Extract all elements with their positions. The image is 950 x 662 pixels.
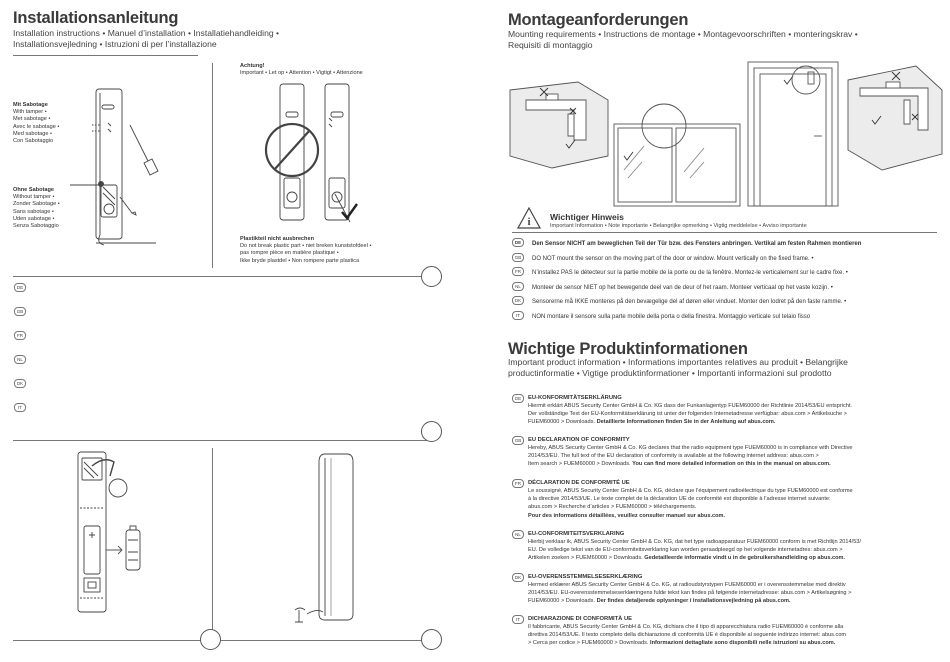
page-title-right: Montageanforderungen — [508, 11, 689, 29]
lang-badge-nl: NL — [512, 282, 524, 291]
divider — [512, 232, 937, 233]
plastic-warning — [240, 236, 371, 265]
tamper-lang: Zonder Sabotage • — [13, 201, 60, 208]
tamper-lang: Met sabotage • — [13, 116, 51, 123]
note-heading: Wichtiger Hinweis — [550, 212, 624, 222]
with-tamper-heading: Mit Sabotage — [13, 102, 48, 108]
divider — [13, 640, 431, 641]
tamper-lang: Avec le sabotage • — [13, 123, 60, 130]
note-langs: Important Information • Note importante • Belangrijke opmerking • Vigtig meddelelse • Avviso importante — [550, 223, 807, 229]
page-subtitle-left — [13, 28, 433, 49]
note-text: DO NOT mount the sensor on the moving part of the door or window. Mount vertically on the fixed frame. • — [532, 256, 814, 263]
declaration-line: 2014/53/EU. EU-overensstemmelseserklæringens fulde tekst kan findes på følgende internetadresse: abus.com > Artikelsøgning > — [528, 590, 852, 597]
lang-badge-gb: GB — [512, 436, 524, 445]
subtitle-line: productinformatie • Vigtige produktinformationer • Importanti informazioni sul prodotto — [508, 367, 832, 378]
note-row-nl — [512, 283, 833, 292]
declaration-bold: Pour des informations détaillées, veuillez consulter manuel sur abus.com. — [528, 512, 726, 519]
subtitle-line: Important product information • Informations importantes relatives au produit • Belangrijke — [508, 357, 848, 367]
page-marker — [421, 266, 442, 287]
sensor-screwdriver-illustration — [70, 85, 170, 250]
tamper-lang: Without tamper • — [13, 194, 55, 201]
declaration-heading: DICHIARAZIONE DI CONFORMITÀ UE — [528, 616, 633, 622]
tamper-lang: Sans sabotage • — [13, 208, 54, 215]
with-tamper-label — [13, 102, 59, 145]
plastic-heading: Plastikteil nicht ausbrechen — [240, 236, 314, 242]
declaration-it — [512, 615, 932, 648]
tamper-lang: With tamper • — [13, 109, 47, 116]
product-info-title: Wichtige Produktinformationen — [508, 340, 748, 358]
info-icon — [516, 206, 542, 230]
note-text: Sensorerne må IKKE monteres på den bevægelige del af døren eller vinduet. Monter den lodret på den faste ramme. • — [532, 299, 847, 306]
mounting-requirements-diagram — [508, 60, 944, 208]
tamper-lang: Con Sabotaggio — [13, 138, 54, 145]
battery-insert-illustration — [70, 448, 170, 623]
divider — [13, 55, 198, 56]
declaration-bold: Der findes detaljerede oplysninger i installationsvejledning på abus.com. — [596, 598, 791, 605]
declaration-line — [528, 418, 932, 426]
without-tamper-heading: Ohne Sabotage — [13, 187, 55, 193]
declaration-line: Il fabbricante, ABUS Security Center GmbH & Co. KG, dichiara che il tipo di apparecchiatura radio FUEM60000 è conforme alla — [528, 624, 844, 630]
note-text: Monteer de sensor NIET op het bewegende deel van de deur of het raam. Monteer verticaal op het vaste kozijn. • — [532, 285, 833, 292]
declaration-heading: EU DECLARATION OF CONFORMITY — [528, 437, 630, 443]
plastic-line: Ikke bryde plastdel • Non rompere parte plastica — [240, 257, 360, 264]
declaration-line: EU. De volledige tekst van de EU-conformiteitsverklaring kan worden geraadpleegd op het volgende internetadres: abus.com > — [528, 547, 843, 554]
note-row-it — [512, 312, 810, 321]
attention-langs: Important • Let op • Attention • Vigtigt • Attenzione — [240, 70, 363, 77]
declaration-bold: You can find more detailed information on this in the manual on abus.com. — [632, 461, 831, 468]
lang-badge-nl: NL — [14, 355, 26, 364]
declaration-line: Hereby, ABUS Security Center GmbH & Co. KG declares that the radio equipment type FUEM60000 is in compliance with Directive — [528, 445, 853, 451]
note-text: N’installez PAS le détecteur sur la partie mobile de la porte ou de la fenêtre. Montez-le verticalement sur le cadre fixe. • — [532, 270, 848, 277]
lang-badge-gb: GB — [512, 253, 524, 262]
tamper-lang: Senza Sabotaggio — [13, 223, 59, 230]
declaration-line — [528, 460, 932, 468]
page-marker — [421, 421, 442, 442]
declaration-line — [528, 597, 932, 605]
attention-label — [240, 63, 363, 77]
lang-badge-fr: FR — [512, 267, 524, 276]
note-text: Den Sensor NICHT am beweglichen Teil der Tür bzw. des Fensters anbringen. Vertikal am festen Rahmen montieren — [532, 241, 862, 248]
attention-heading: Achtung! — [240, 63, 265, 69]
vertical-divider — [212, 448, 213, 643]
lang-badge-fr: FR — [14, 331, 26, 340]
declaration-line — [528, 639, 932, 647]
declaration-bold: Informazioni dettagliate sono disponibili nelle istruzioni su abus.com. — [650, 640, 836, 647]
declaration-line — [528, 554, 932, 562]
plastic-line: pas rompre pièce en matière plastique • — [240, 250, 339, 257]
note-row-de — [512, 239, 861, 248]
plastic-line: Do not break plastic part • niet breken kunststofdeel • — [240, 243, 372, 250]
declaration-de — [512, 394, 932, 427]
note-text: NON montare il sensore sulla parte mobile della porta o della finestra. Montaggio verticale sul telaio fisso — [532, 314, 811, 321]
declaration-line: Hiermit erklärt ABUS Security Center GmbH & Co. KG dass der Funkanlagentyp FUEM60000 der Richtlinie 2014/53/EU entspricht. — [528, 403, 852, 409]
plastic-part-illustration — [262, 82, 372, 232]
page-title-left: Installationsanleitung — [13, 9, 179, 27]
declaration-heading: EU-OVERENSSTEMMELSESERKLÆRING — [528, 574, 643, 580]
subtitle-line: Requisiti di montaggio — [508, 39, 593, 50]
page-marker — [421, 629, 442, 650]
declaration-nl — [512, 530, 932, 563]
declaration-line: Le soussigné, ABUS Security Center GmbH & Co. KG, déclare que l’équipement radioélectrique du type FUEM60000 est conforme — [528, 488, 853, 494]
declaration-heading: DÉCLARATION DE CONFORMITÉ UE — [528, 480, 630, 486]
declaration-line — [528, 512, 932, 520]
declaration-text: Artikelen zoeken > FUEM60000 > Downloads. — [528, 555, 645, 562]
lang-badge-de: DE — [14, 283, 26, 292]
note-row-gb — [512, 254, 813, 263]
note-row-fr — [512, 268, 848, 277]
declaration-line: direttiva 2014/53/UE. Il testo completo della dichiarazione di conformità UE è disponibile al seguente indirizzo internet: abus.com — [528, 632, 847, 639]
lang-badge-gb: GB — [14, 307, 26, 316]
declaration-text: FUEM60000 > Downloads. — [528, 419, 597, 426]
declaration-line: abus.com > Recherche d’articles > FUEM60000 > téléchargements. — [528, 504, 697, 511]
tamper-lang: Uden sabotage • — [13, 215, 55, 222]
vertical-divider — [212, 63, 213, 268]
svg-text:i: i — [527, 216, 531, 228]
page-subtitle-right — [508, 29, 938, 50]
subtitle-line: Installationsvejledning • Istruzioni di per l’installazione — [13, 38, 217, 49]
page-marker — [200, 629, 221, 650]
note-row-dk — [512, 297, 846, 306]
declaration-bold: Gedetailleerde informatie vindt u in de gebruikershandleiding op abus.com. — [644, 555, 846, 562]
divider — [13, 276, 431, 277]
declaration-bold: Detaillierte Informationen finden Sie in der Anleitung auf abus.com. — [596, 419, 776, 426]
subtitle-line: Installation instructions • Manuel d’installation • Installatiehandleiding • — [13, 28, 280, 38]
lang-badge-dk: DK — [14, 379, 26, 388]
declaration-heading: EU-KONFORMITÄTSERKLÄRUNG — [528, 395, 622, 401]
declaration-fr — [512, 479, 932, 520]
lang-badge-de: DE — [512, 238, 524, 247]
product-info-subtitle — [508, 357, 938, 378]
lang-badge-dk: DK — [512, 296, 524, 305]
declaration-line: 2014/53/EU. The full text of the EU declaration of conformity is available at the following internet address: abus.com > — [528, 453, 819, 460]
declaration-line: à la directive 2014/53/UE. Le texte complet de la déclaration UE de conformité est disponible à l’adresse internet suivante: — [528, 496, 831, 503]
declaration-heading: EU-CONFORMITEITSVERKLARING — [528, 531, 625, 537]
divider — [13, 440, 431, 441]
lang-badge-dk: DK — [512, 573, 524, 582]
lang-badge-it: IT — [512, 615, 524, 624]
subtitle-line: Mounting requirements • Instructions de montage • Montagevoorschriften • monteringskrav • — [508, 29, 858, 39]
lang-badge-fr: FR — [512, 479, 524, 488]
tamper-lang: Med sabotage • — [13, 130, 52, 137]
lang-badge-it: IT — [14, 403, 26, 412]
declaration-line: Der vollständige Text der EU-Konformitätserklärung ist unter der folgenden Internetadresse verfügbar: abus.com > Artikelsuche > — [528, 411, 847, 418]
declaration-text: > Cerca per codice > FUEM60000 > Downloads. — [528, 640, 651, 647]
without-tamper-label — [13, 187, 60, 230]
declaration-gb — [512, 436, 932, 469]
declaration-text: Item search > FUEM60000 > Downloads. — [528, 461, 633, 468]
declaration-text: FUEM60000 > Downloads. — [528, 598, 597, 605]
declaration-line: Hierbij verklaar ik, ABUS Security Center GmbH & Co. KG, dat het type radioapparatuur FUEM60000 conform is met Richtlijn 2014/53/ — [528, 539, 861, 545]
wall-mount-illustration — [285, 448, 375, 628]
declaration-line: Hermed erklærer ABUS Security Center GmbH & Co. KG, at radioudstyrstypen FUEM60000 er i overensstemmelse med direktiv — [528, 582, 846, 588]
lang-badge-nl: NL — [512, 530, 524, 539]
declaration-dk — [512, 573, 932, 606]
lang-badge-it: IT — [512, 311, 524, 320]
lang-badge-de: DE — [512, 394, 524, 403]
